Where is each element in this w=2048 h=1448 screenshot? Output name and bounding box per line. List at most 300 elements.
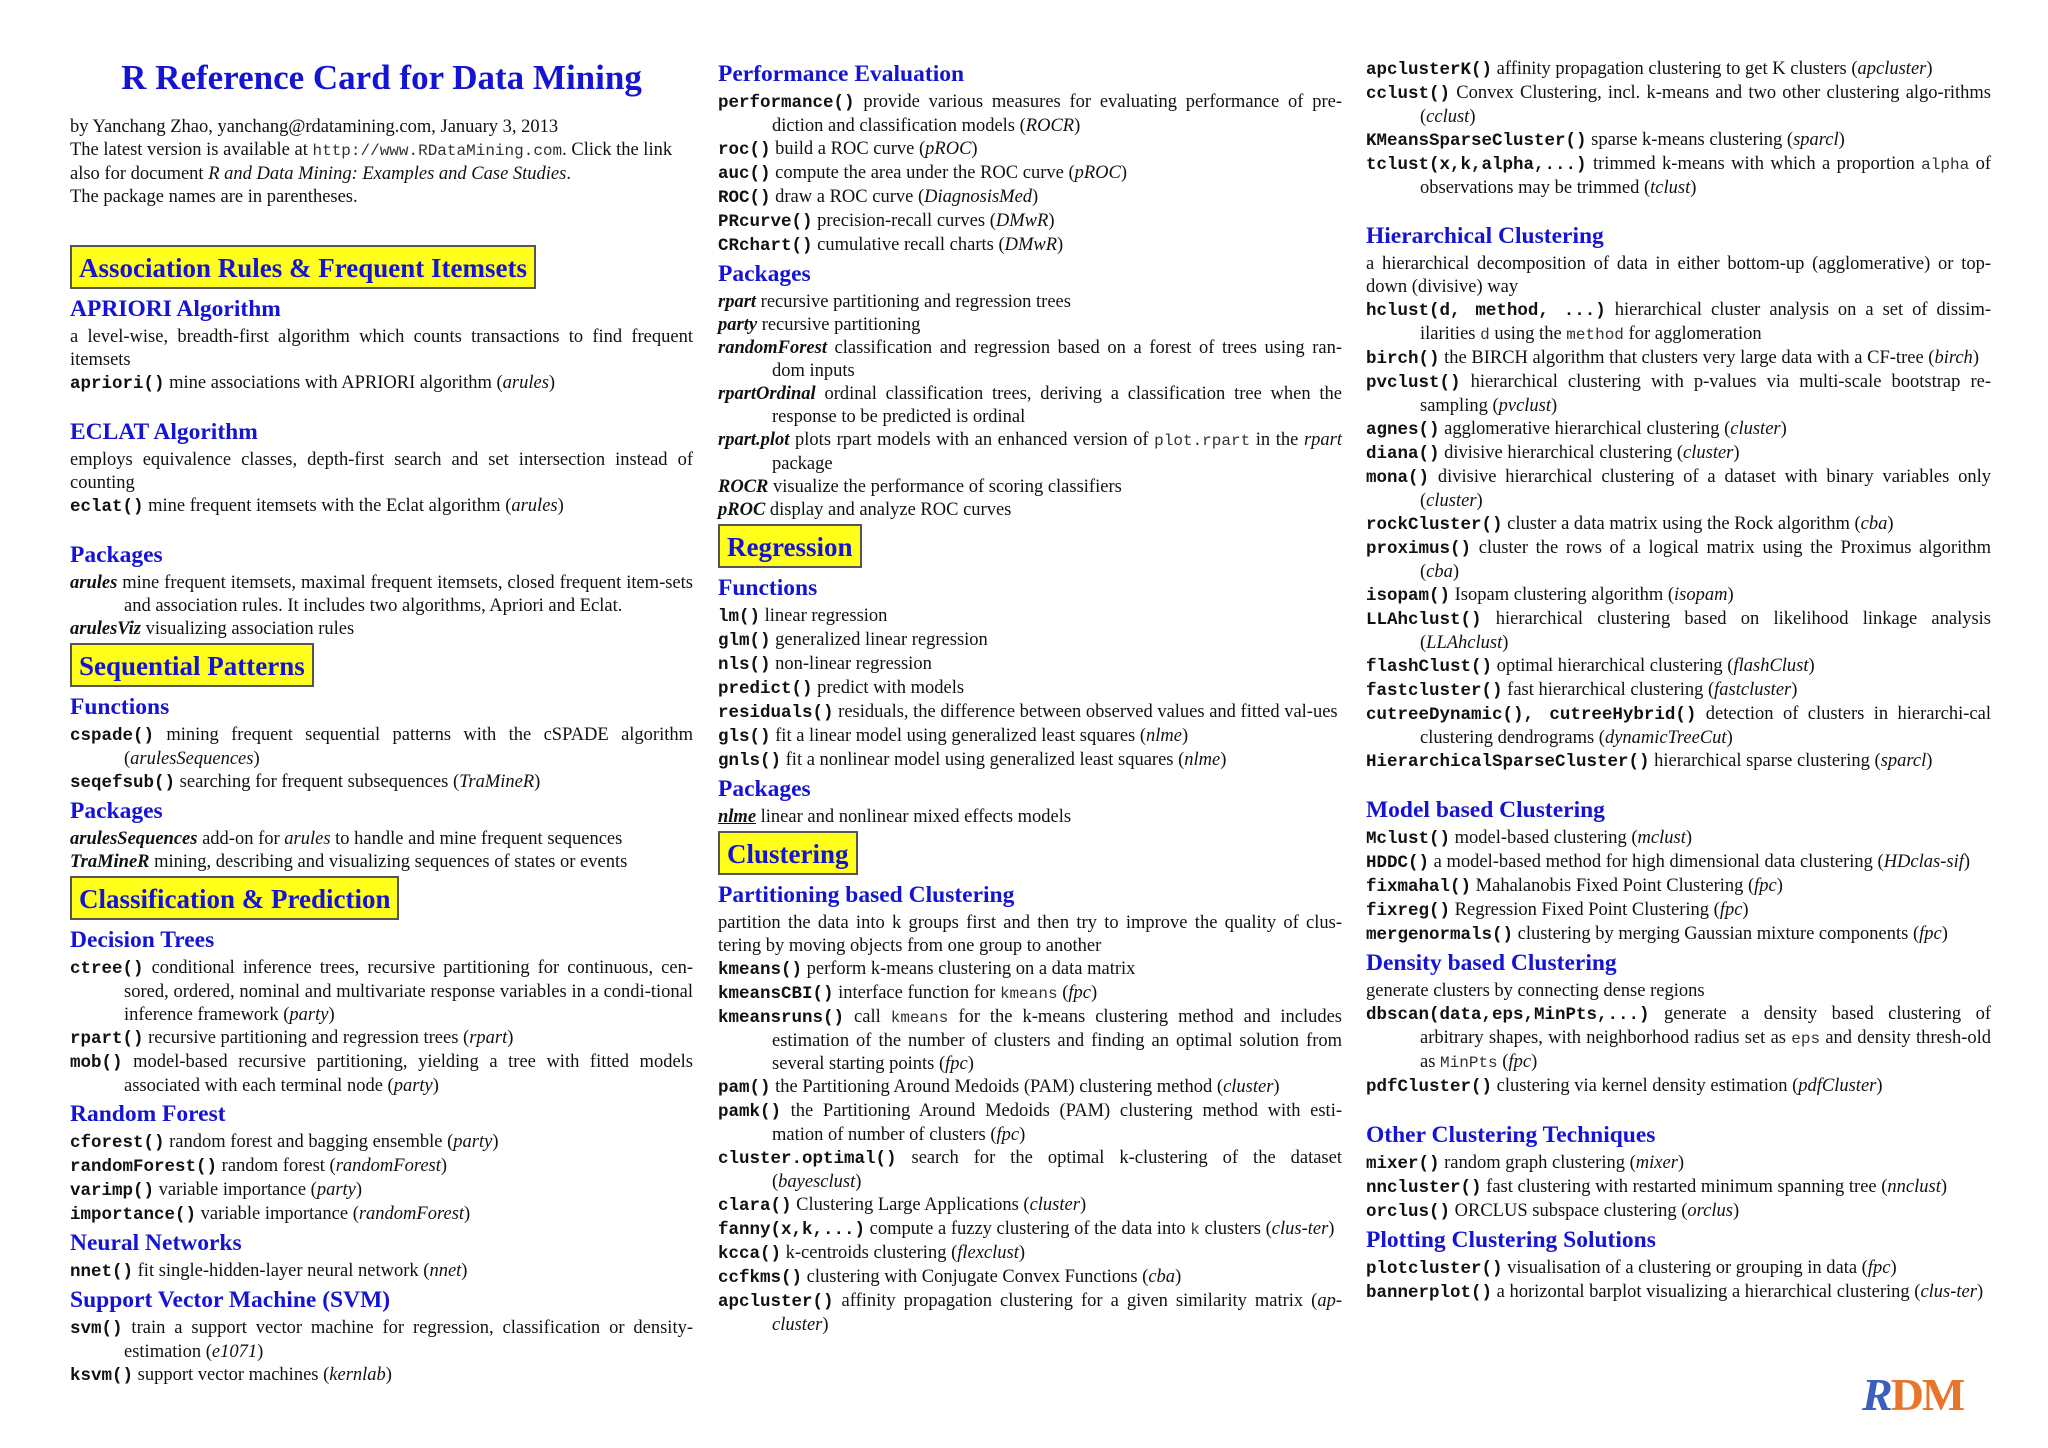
entry-pvclust: pvclust() hierarchical clustering with p-values via multi-scale bootstrap re-sampling (pvclust) [1366,372,1991,416]
entry-text: call [844,1007,891,1027]
heading-density-based-clustering: Density based Clustering [1366,950,1617,976]
function-name: eclat() [70,497,144,517]
package-name: fpc [945,1054,968,1074]
entry-text: train a support vector machine for regression, classification or density-estimation ( [122,1318,693,1362]
function-name: fixreg() [1366,901,1451,921]
function-name: pdfCluster() [1366,1077,1493,1097]
hierarchical-description: a hierarchical decomposition of data in either bottom-up (agglomerative) or top-down (divisive) way [1366,254,1991,297]
entry-nls [718,653,1342,677]
entry-text: k-centroids clustering ( [781,1243,958,1263]
function-name: bannerplot() [1366,1283,1493,1303]
entry-text: ( [1497,1052,1509,1072]
code-text: plot.rpart [1154,432,1251,450]
entry-package-randomforest [718,337,1342,383]
entry-gls: gls() fit a linear model using generalized least squares (nlme) [718,726,1189,747]
function-name: glm() [718,631,771,651]
package-name: LLAhclust [1426,633,1503,653]
entry-text: hierarchical sparse clustering ( [1649,751,1881,771]
function-name: pam() [718,1078,771,1098]
package-name: ROCR [1025,116,1075,136]
entry-lm [718,605,1342,629]
entry-text: recursive partitioning [757,315,921,335]
entry-text: fit a nonlinear model using generalized least squares ( [781,750,1185,770]
entry-predict [718,677,1342,701]
entry-text: variable importance ( [196,1204,359,1224]
heading-eclat: ECLAT Algorithm [70,419,258,445]
website-link[interactable]: http://www.RDataMining.com [312,142,563,160]
entry-text: generalized linear regression [770,630,988,650]
entry-flashclust: flashClust() optimal hierarchical clustering (flashClust) [1366,656,1815,677]
function-name: pvclust() [1366,373,1461,393]
heading-functions: Functions [718,575,818,601]
entry-text: plots rpart models with an enhanced version of [789,430,1155,450]
entry-plotcluster: plotcluster() visualisation of a clustering or grouping in data (fpc) [1366,1258,1897,1279]
function-name: kmeansCBI() [718,984,834,1004]
entry-seqefsub: seqefsub() searching for frequent subsequences (TraMineR) [70,772,541,793]
entry-package-nlme [718,806,1342,829]
entry-text: generate a density based clustering of arbitrary shapes, with neighborhood radius set as [1420,1004,1991,1048]
function-name: importance() [70,1205,197,1225]
function-name: randomForest() [70,1157,218,1177]
entry-hclust [1366,299,1991,347]
entry-cclust: cclust() Convex Clustering, incl. k-means and two other clustering algo-rithms (cclust) [1366,83,1991,127]
entry-orclus: orclus() ORCLUS subspace clustering (orclus) [1366,1201,1740,1222]
eclat-description: employs equivalence classes, depth-first search and set intersection instead of counting [70,450,693,493]
entry-text: fast clustering with restarted minimum spanning tree ( [1481,1177,1888,1197]
package-name: bayesclust [778,1172,856,1192]
package-name: nlme [1146,726,1182,746]
entry-text: compute the area under the ROC curve ( [770,163,1075,183]
entry-text: the Partitioning Around Medoids (PAM) clustering method with esti-mation of number of clusters ( [772,1101,1342,1145]
package-name: clus-ter [1271,1219,1329,1239]
entry-text: search for the optimal k-clustering of the dataset ( [772,1148,1342,1192]
section-regression: Regression [718,524,862,568]
entry-text: using the [1489,324,1567,344]
code-text: method [1566,326,1624,344]
code-text: d [1480,326,1490,344]
package-name: sparcl [1793,130,1839,150]
entry-eclat: eclat() mine frequent itemsets with the Eclat algorithm (arules) [70,496,564,517]
heading-packages: Packages [718,261,811,287]
package-name: mixer [1635,1153,1678,1173]
package-name: arulesSequences [70,829,198,849]
function-name: kmeansruns() [718,1008,845,1028]
entry-fixreg: fixreg() Regression Fixed Point Clustering (fpc) [1366,900,1749,921]
package-name: cluster [1029,1195,1080,1215]
function-name: HierarchicalSparseCluster() [1366,752,1650,772]
entry-text: searching for frequent subsequences ( [175,772,460,792]
entry-agnes: agnes() agglomerative hierarchical clustering (cluster) [1366,419,1787,440]
column-right [1366,58,1991,1305]
package-name: fpc [1867,1258,1891,1278]
entry-text: cluster a data matrix using the Rock algorithm ( [1502,514,1861,534]
entry-auc: auc() compute the area under the ROC curve (pROC) [718,163,1128,184]
entry-text: hierarchical cluster analysis on a set of dissim-ilarities [1420,300,1991,344]
entry-text: mining frequent sequential patterns with the cSPADE algorithm ( [124,725,693,769]
package-name: randomForest [718,338,827,358]
function-name: residuals() [718,703,834,723]
heading-svm: Support Vector Machine (SVM) [70,1287,391,1313]
entry-text: package [772,454,833,474]
entry-text: cluster the rows of a logical matrix using the Proximus algorithm ( [1420,538,1991,582]
entry-kmeans [718,958,1342,982]
function-name: pamk() [718,1102,782,1122]
entry-text: conditional inference trees, recursive partitioning for continuous, cen-sored, ordered, nominal and multivariate response variables in a condi-tional inference framework ( [124,958,693,1025]
function-name: apcluster() [718,1292,834,1312]
entry-hddc: HDDC() a model-based method for high dimensional data clustering (HDclas-sif) [1366,852,1971,873]
entry-text: Isopam clustering algorithm ( [1450,585,1675,605]
heading-hierarchical-clustering: Hierarchical Clustering [1366,223,1604,249]
package-name: ap-cluster [772,1291,1342,1335]
function-name: mob() [70,1053,123,1073]
entry-birch: birch() the BIRCH algorithm that clusters very large data with a CF-tree (birch) [1366,348,1979,369]
function-name: ctree() [70,959,144,979]
heading-packages: Packages [718,776,811,802]
heading-plotting-clustering: Plotting Clustering Solutions [1366,1227,1656,1253]
entry-text: and density thresh-old as [1420,1028,1991,1072]
entry-mixer: mixer() random graph clustering (mixer) [1366,1153,1685,1174]
function-name: kcca() [718,1244,782,1264]
function-name: birch() [1366,349,1440,369]
function-name: nls() [718,655,771,675]
entry-text: to handle and mine frequent sequences [330,829,623,849]
package-name: cba [1426,562,1453,582]
package-name: DMwR [1004,235,1058,255]
package-name: isopam [1674,585,1728,605]
function-name: hclust(d, method, ...) [1366,301,1606,321]
entry-kmeanscbi: kmeansCBI() interface function for kmeans (fpc) [718,983,1098,1004]
function-name: plotcluster() [1366,1259,1503,1279]
package-name: pvclust [1498,396,1552,416]
entry-fanny: fanny(x,k,...) compute a fuzzy clustering of the data into k clusters (clus-ter) [718,1219,1335,1240]
entry-text: precision-recall curves ( [812,211,996,231]
entry-text: residuals, the difference between observed values and fitted val-ues [833,702,1338,722]
heading-performance-evaluation: Performance Evaluation [718,61,965,87]
intro [70,116,693,209]
package-name: cluster [1730,419,1781,439]
entry-text: Clustering Large Applications ( [791,1195,1030,1215]
package-name: nlme [1184,750,1221,770]
entry-ctree: ctree() conditional inference trees, recursive partitioning for continuous, cen-sored, ordered, nominal and multivariate response variables in a condi-tional inference framework (party) [70,958,693,1025]
entry-package-arulesviz [70,618,693,641]
function-name: predict() [718,679,813,699]
intro-text: . [566,164,571,184]
entry-rockcluster: rockCluster() cluster a data matrix using the Rock algorithm (cba) [1366,514,1894,535]
entry-tclust: tclust(x,k,alpha,...) trimmed k-means with which a proportion alpha of observations may be trimmed (tclust) [1366,154,1991,198]
entry-text: support vector machines ( [133,1365,330,1385]
package-name: randomForest [358,1204,465,1224]
entry-mergenormals: mergenormals() clustering by merging Gaussian mixture components (fpc) [1366,924,1948,945]
entry-kmeansruns: kmeansruns() call kmeans for the k-means clustering method and includes estimation of the number of clusters and finding an optimal solution from several starting points (fpc) [718,1007,1342,1074]
section-classification-prediction: Classification & Prediction [70,876,399,920]
heading-functions: Functions [70,694,170,720]
entry-text: random forest and bagging ensemble ( [164,1132,454,1152]
function-name: clara() [718,1196,792,1216]
package-name: sparcl [1880,751,1927,771]
package-name: party [289,1005,329,1025]
code-text: kmeans [999,985,1058,1003]
package-name: cluster [1223,1077,1274,1097]
function-name: tclust(x,k,alpha,...) [1366,155,1587,175]
package-name: arules [284,829,331,849]
function-name: PRcurve() [718,212,813,232]
entry-text: affinity propagation clustering to get K clusters ( [1492,59,1858,79]
heading-apriori: APRIORI Algorithm [70,296,281,322]
entry-text: fit single-hidden-layer neural network ( [133,1261,430,1281]
entry-text: clustering with Conjugate Convex Functions ( [802,1267,1149,1287]
entry-text: sparse k-means clustering ( [1586,130,1794,150]
function-name: ksvm() [70,1366,134,1386]
package-name: fpc [1508,1052,1532,1072]
apriori-description: a level-wise, breadth-first algorithm which counts transactions to find frequent itemsets [70,327,693,370]
package-name: fpc [1719,900,1743,920]
code-text: MinPts [1440,1054,1498,1072]
package-name: e1071 [211,1342,258,1362]
entry-text: of observations may be trimmed ( [1420,154,1991,198]
entry-rpart: rpart() recursive partitioning and regression trees (rpart) [70,1028,514,1049]
entry-pdfcluster: pdfCluster() clustering via kernel density estimation (pdfCluster) [1366,1076,1883,1097]
entry-mona: mona() divisive hierarchical clustering of a dataset with binary variables only (cluster) [1366,467,1991,511]
entry-ccfkms: ccfkms() clustering with Conjugate Convex Functions (cba) [718,1267,1182,1288]
function-name: apclusterK() [1366,60,1493,80]
function-name: ccfkms() [718,1268,803,1288]
entry-apclusterk: apclusterK() affinity propagation clustering to get K clusters (apcluster) [1366,59,1933,80]
entry-proximus: proximus() cluster the rows of a logical matrix using the Proximus algorithm (cba) [1366,538,1991,582]
entry-pam: pam() the Partitioning Around Medoids (PAM) clustering method (cluster) [718,1077,1280,1098]
function-name: Mclust() [1366,829,1451,849]
entry-fastcluster: fastcluster() fast hierarchical clustering (fastcluster) [1366,680,1798,701]
entry-cluster-optimal: cluster.optimal() search for the optimal k-clustering of the dataset (bayesclust) [718,1148,1342,1192]
package-name: flexclust [957,1243,1019,1263]
function-name: nnet() [70,1262,134,1282]
entry-text: clusters ( [1199,1219,1272,1239]
entry-text: ORCLUS subspace clustering ( [1450,1201,1688,1221]
entry-text: Mahalanobis Fixed Point Clustering ( [1471,876,1755,896]
function-name: gnls() [718,751,782,771]
entry-text: perform k-means clustering on a data matrix [802,959,1136,979]
package-name: pROC [1074,163,1121,183]
entry-text: fit a linear model using generalized least squares ( [770,726,1147,746]
entry-text: cumulative recall charts ( [812,235,1005,255]
code-text: alpha [1921,156,1970,174]
package-name: arules [502,373,549,393]
entry-text: visualizing association rules [140,619,355,639]
entry-text: divisive hierarchical clustering of a dataset with binary variables only ( [1420,467,1991,511]
entry-text: optimal hierarchical clustering ( [1492,656,1734,676]
package-name: cclust [1426,107,1470,127]
entry-text: affinity propagation clustering for a given similarity matrix ( [833,1291,1318,1311]
heading-partitioning-clustering: Partitioning based Clustering [718,882,1015,908]
function-name: svm() [70,1319,123,1339]
entry-package-traminer [70,851,693,874]
function-name: cclust() [1366,84,1451,104]
package-name: clus-ter [1920,1282,1977,1302]
code-text: k [1190,1221,1200,1239]
entry-text: mine frequent itemsets with the Eclat algorithm ( [143,496,512,516]
function-name: auc() [718,164,771,184]
entry-text: classification and regression based on a forest of trees using ran-dom inputs [772,338,1342,381]
entry-crchart: CRchart() cumulative recall charts (DMwR) [718,235,1064,256]
entry-gnls: gnls() fit a nonlinear model using generalized least squares (nlme) [718,750,1227,771]
package-name: nnet [429,1261,462,1281]
package-name: party [718,315,758,335]
package-name: nnclust [1887,1177,1941,1197]
author-line: by Yanchang Zhao, yanchang@rdatamining.com, January 3, 2013 [70,117,559,137]
function-name: varimp() [70,1181,155,1201]
package-name: randomForest [335,1156,441,1176]
entry-cspade: cspade() mining frequent sequential patterns with the cSPADE algorithm (arulesSequences) [70,725,693,769]
function-name: LLAhclust() [1366,610,1482,630]
package-name: arulesViz [70,619,141,639]
entry-varimp: varimp() variable importance (party) [70,1180,363,1201]
entry-nncluster: nncluster() fast clustering with restarted minimum spanning tree (nnclust) [1366,1177,1948,1198]
package-name: rpart.plot [718,430,790,450]
entry-randomforest: randomForest() random forest (randomForest) [70,1156,448,1177]
function-name: kmeans() [718,960,803,980]
entry-package-rocr [718,476,1342,499]
entry-text: model-based clustering ( [1450,828,1638,848]
section-sequential-patterns: Sequential Patterns [70,643,314,687]
entry-text: interface function for [833,983,1000,1003]
column-left [70,58,693,1388]
entry-text: recursive partitioning and regression trees [756,292,1071,312]
entry-text: fast hierarchical clustering ( [1502,680,1715,700]
package-name: orclus [1687,1201,1733,1221]
page-title: R Reference Card for Data Mining [121,58,642,97]
entry-text: detection of clusters in hierarchi-cal clustering dendrograms ( [1420,704,1991,748]
function-name: cforest() [70,1133,165,1153]
entry-nnet: nnet() fit single-hidden-layer neural network (nnet) [70,1261,468,1282]
package-name: rpartOrdinal [718,384,816,404]
entry-prcurve: PRcurve() precision-recall curves (DMwR) [718,211,1055,232]
function-name: mona() [1366,468,1430,488]
package-name: birch [1934,348,1973,368]
entry-mclust: Mclust() model-based clustering (mclust) [1366,828,1693,849]
entry-package-rpartordinal [718,383,1342,429]
package-name: rpart [718,292,757,312]
function-name: lm() [718,607,761,627]
entry-text: for the k-means clustering method and includes estimation of the number of clusters and finding an optimal solution from several starting points ( [772,1007,1342,1074]
function-name: rockCluster() [1366,515,1503,535]
entry-text: predict with models [812,678,965,698]
function-name: cutreeDynamic(), cutreeHybrid() [1366,705,1697,725]
entry-cforest: cforest() random forest and bagging ensemble (party) [70,1132,499,1153]
package-name: TraMineR [70,852,150,872]
heading-decision-trees: Decision Trees [70,927,215,953]
package-name: pdfCluster [1798,1076,1877,1096]
heading-neural-networks: Neural Networks [70,1230,242,1256]
entry-text: draw a ROC curve ( [770,187,925,207]
function-name: dbscan(data,eps,MinPts,...) [1366,1005,1650,1025]
entry-text: in the [1250,430,1304,450]
package-name: DiagnosisMed [924,187,1033,207]
package-name: cluster [1426,491,1477,511]
entry-dbscan: dbscan(data,eps,MinPts,...) generate a density based clustering of arbitrary shapes, with neighborhood radius set as eps and density thresh-old as MinPts (fpc) [1366,1004,1991,1072]
package-name: arulesSequences [130,749,254,769]
heading-packages: Packages [70,798,163,824]
entry-kcca: kcca() k-centroids clustering (flexclust) [718,1243,1026,1264]
entry-text: the Partitioning Around Medoids (PAM) clustering method ( [770,1077,1224,1097]
intro-text: . Click the link also for document [70,140,673,184]
entry-text: build a ROC curve ( [770,139,926,159]
package-name: party [393,1076,433,1096]
entry-text: linear regression [760,606,888,626]
entry-text: random forest ( [217,1156,336,1176]
package-name: party [453,1132,493,1152]
entry-llahclust: LLAhclust() hierarchical clustering based on likelihood linkage analysis (LLAhclust) [1366,609,1991,653]
entry-text: clustering by merging Gaussian mixture components ( [1513,924,1920,944]
entry-residuals [718,701,1342,725]
function-name: agnes() [1366,420,1440,440]
package-note: The package names are in parentheses. [70,187,358,207]
entry-text: a horizontal barplot visualizing a hierarchical clustering ( [1492,1282,1921,1302]
entry-apcluster: apcluster() affinity propagation clustering for a given similarity matrix (ap-cluster) [718,1291,1342,1335]
package-name: arules [511,496,558,516]
intro-text: The latest version is available at [70,140,313,160]
entry-cutreedynamic: cutreeDynamic(), cutreeHybrid() detection of clusters in hierarchi-cal clustering dendrograms (dynamicTreeCut) [1366,704,1991,748]
package-name: fpc [1068,983,1091,1003]
function-name: fanny(x,k,...) [718,1220,866,1240]
entry-performance: performance() provide various measures for evaluating performance of pre-diction and classification models (ROCR) [718,92,1342,136]
package-name: apcluster [1857,59,1927,79]
function-name: ROC() [718,188,771,208]
function-name: isopam() [1366,586,1451,606]
package-name: tclust [1650,178,1691,198]
function-name: nncluster() [1366,1178,1482,1198]
section-association-rules: Association Rules & Frequent Itemsets [70,245,536,289]
entry-importance: importance() variable importance (randomForest) [70,1204,471,1225]
entry-package-proc [718,499,1342,522]
package-name: TraMineR [459,772,535,792]
entry-text: linear and nonlinear mixed effects models [756,807,1072,827]
entry-package-rpart [718,291,1342,314]
entry-text: random graph clustering ( [1439,1153,1636,1173]
package-name: mclust [1637,828,1686,848]
entry-text: compute a fuzzy clustering of the data into [865,1219,1191,1239]
function-name: diana() [1366,444,1440,464]
book-title: R and Data Mining: Examples and Case Studies [208,164,567,184]
entry-package-arulessequences [70,828,693,851]
entry-package-arules [70,572,693,618]
package-name: arules [70,573,118,593]
entry-text: mining, describing and visualizing sequences of states or events [149,852,628,872]
entry-text: ordinal classification trees, deriving a classification tree when the response to be predicted is ordinal [772,384,1342,427]
column-middle [718,58,1342,1337]
entry-text: add-on for [197,829,285,849]
package-name: pROC [925,139,972,159]
function-name: mixer() [1366,1154,1440,1174]
function-name: cspade() [70,726,155,746]
function-name: roc() [718,140,771,160]
entry-text: divisive hierarchical clustering ( [1439,443,1684,463]
function-name: fastcluster() [1366,681,1503,701]
code-text: eps [1791,1030,1821,1048]
package-name: ROCR [718,477,769,497]
package-name: party [316,1180,356,1200]
rdm-logo [1862,1370,1963,1420]
section-clustering: Clustering [718,831,858,875]
function-name: KMeansSparseCluster() [1366,131,1587,151]
package-name: cba [1148,1267,1176,1287]
package-name: fastcluster [1714,680,1792,700]
entry-text: ( [1057,983,1069,1003]
package-name: fpc [1754,876,1777,896]
entry-isopam: isopam() Isopam clustering algorithm (isopam) [1366,585,1734,606]
function-name: fixmahal() [1366,877,1472,897]
entry-text: display and analyze ROC curves [765,500,1012,520]
package-name: flashClust [1733,656,1809,676]
entry-text: agglomerative hierarchical clustering ( [1439,419,1731,439]
